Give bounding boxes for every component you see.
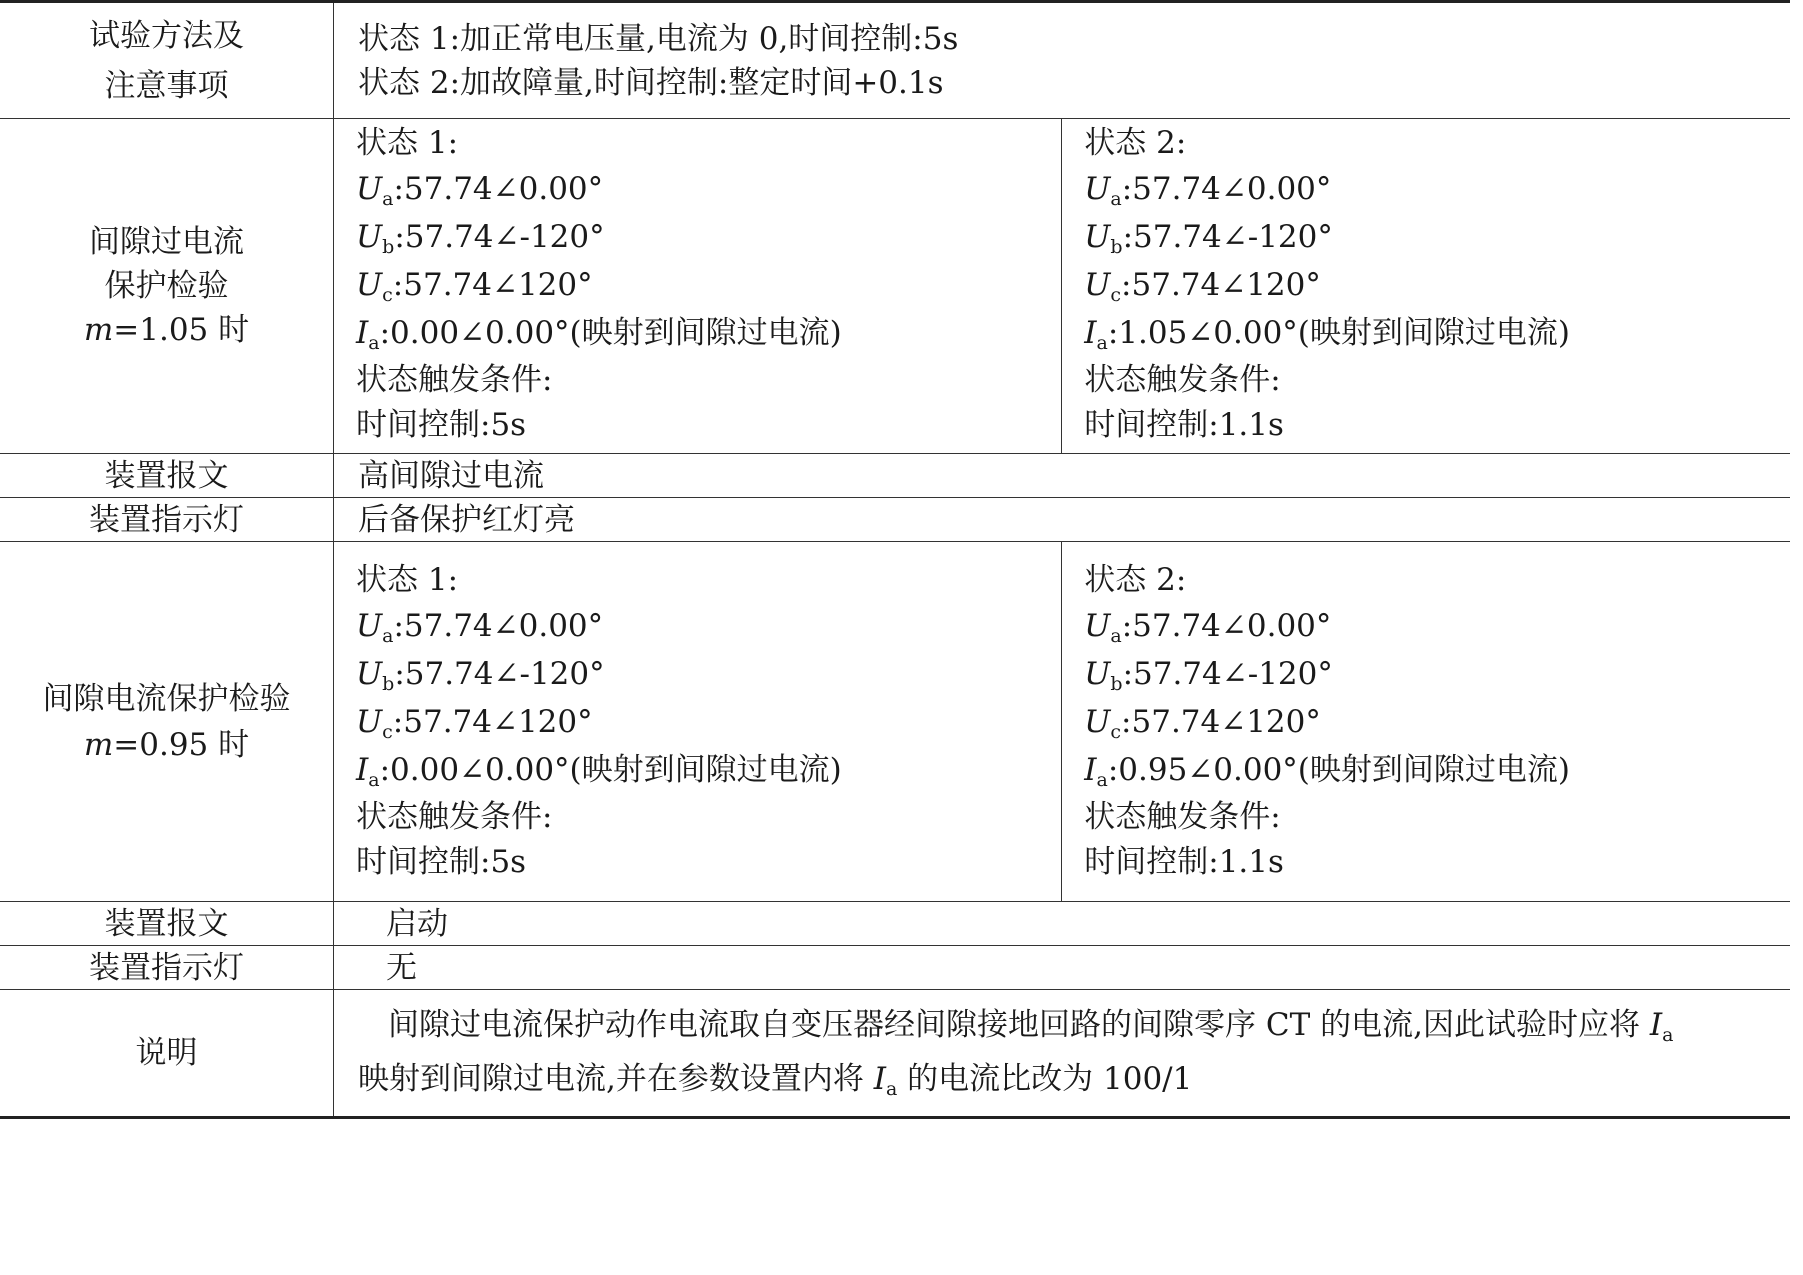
method-label: 试验方法及 注意事项 (0, 2, 334, 119)
test1-lamp-label: 装置指示灯 (0, 498, 334, 542)
test2-state1: 状态 1: $U_a:57.74\angle 0.00^\circ$ $U_b:57.74\angle-120^\circ$ $U_c:57.74\angle 120^\circ$ $I_a:0.00\angle 0.00^\circ$(映射到间隙过电流) 状态触发条件: 时间控制:5s (334, 542, 1062, 902)
note-row (0, 990, 1790, 1118)
test2-lamp-label: 装置指示灯 (0, 946, 334, 990)
test2-lamp-value: 无 (334, 946, 1791, 990)
test1-lamp-value: 后备保护红灯亮 (334, 498, 1791, 542)
test2-state2: 状态 2: $U_a:57.74\angle 0.00^\circ$ $U_b:57.74\angle-120^\circ$ $U_c:57.74\angle 120^\circ$ $I_a:0.95\angle 0.00^\circ$(映射到间隙过电流) 状态触发条件: 时间控制:1.1s (1062, 542, 1790, 902)
test1-state1: 状态 1: $U_a:57.74\angle 0.00^\circ$ $U_b:57.74\angle-120^\circ$ $U_c:57.74\angle 120^\circ$ $I_a:0.00\angle 0.00^\circ$(映射到间隙过电流) 状态触发条件: 时间控制:5s (334, 119, 1062, 454)
test2-report-label: 装置报文 (0, 902, 334, 946)
test2-report-value: 启动 (334, 902, 1791, 946)
test2-report-row (0, 902, 1790, 946)
method-row (0, 2, 1790, 119)
method-value: 状态 1:加正常电压量,电流为 0,时间控制:5s 状态 2:加故障量,时间控制:整定时间+0.1s (334, 2, 1791, 119)
test1-report-value: 高间隙过电流 (334, 454, 1791, 498)
test1-label: 间隙过电流 保护检验 m=1.05 时 (0, 119, 334, 454)
test2-row (0, 542, 1790, 902)
test2-lamp-row (0, 946, 1790, 990)
test1-row (0, 119, 1790, 454)
note-label: 说明 (0, 990, 334, 1118)
test1-report-row (0, 454, 1790, 498)
test1-report-label: 装置报文 (0, 454, 334, 498)
test1-state2: 状态 2: $U_a:57.74\angle 0.00^\circ$ $U_b:57.74\angle-120^\circ$ $U_c:57.74\angle 120^\circ$ $I_a:1.05\angle 0.00^\circ$(映射到间隙过电流) 状态触发条件: 时间控制:1.1s (1062, 119, 1790, 454)
test2-label: 间隙电流保护检验 m=0.95 时 (0, 542, 334, 902)
note-value: 间隙过电流保护动作电流取自变压器经间隙接地回路的间隙零序 CT 的电流,因此试验时应将 $I_a$ 映射到间隙过电流,并在参数设置内将 $I_a$ 的电流比改为 100/1 (334, 990, 1791, 1118)
test1-lamp-row (0, 498, 1790, 542)
